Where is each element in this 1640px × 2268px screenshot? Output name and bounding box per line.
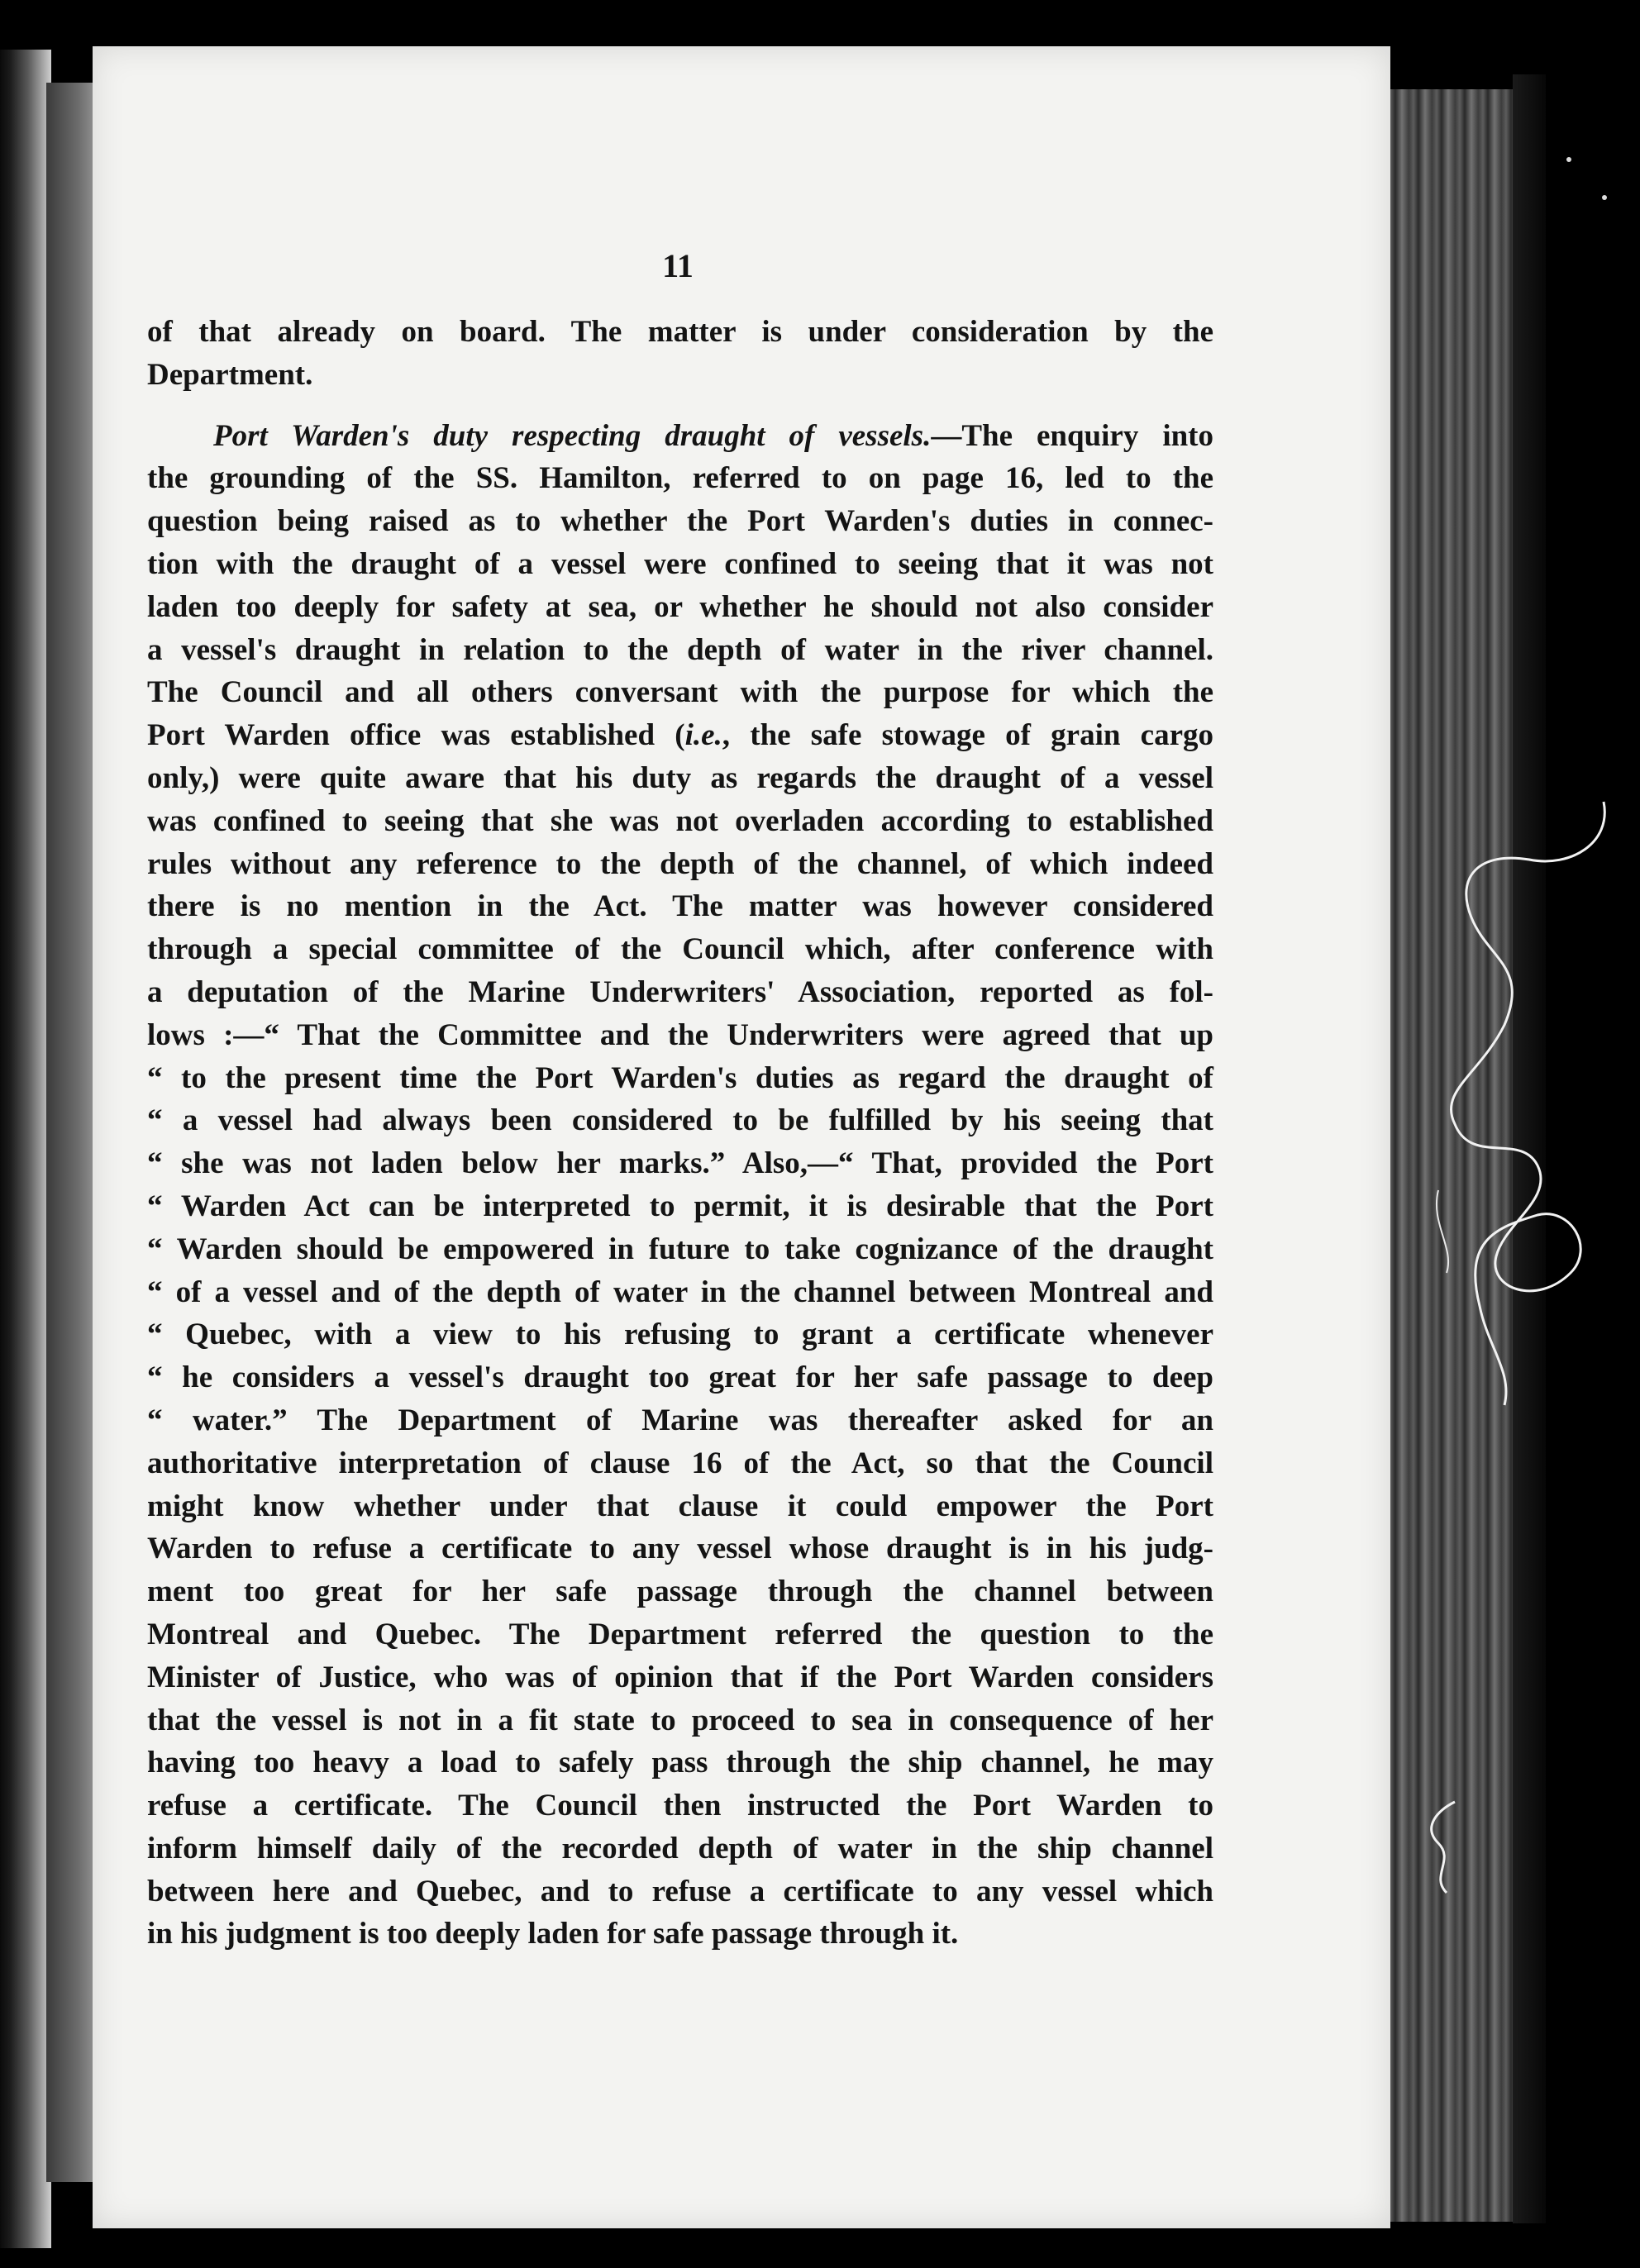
text-line: in his judgment is too deeply laden for safe passage through it. (147, 1917, 959, 1951)
text-line: “ a vessel had always been considered to be fulfilled by his seeing that (147, 1103, 1213, 1138)
text-line: “ Warden should be empowered in future to take cognizance of the draught (147, 1232, 1213, 1266)
text-line: Department. (147, 357, 313, 392)
text-line: between here and Quebec, and to refuse a certificate to any vessel which (147, 1874, 1213, 1908)
body-text (147, 240, 1213, 1956)
text-line: Montreal and Quebec. The Department referred the question to the (147, 1617, 1213, 1651)
text-line: question being raised as to whether the Port Warden's duties in connec- (147, 504, 1213, 539)
text-line: ment too great for her safe passage through the channel between (147, 1575, 1213, 1609)
text-line: having too heavy a load to safely pass through the ship channel, he may (147, 1746, 1213, 1780)
paragraph-first-line (147, 415, 1213, 458)
text-line: might know whether under that clause it could empower the Port (147, 1489, 1213, 1523)
text-line: rules without any reference to the depth of the channel, of which indeed (147, 846, 1213, 881)
text-line-with-italic (147, 714, 1213, 757)
italic-abbreviation: i.e. (684, 718, 722, 753)
text-line: “ of a vessel and of the depth of water in the channel between Montreal and (147, 1275, 1213, 1309)
text-line: “ to the present time the Port Warden's duties as regard the draught of (147, 1060, 1213, 1095)
text-fragment: —The enquiry into (931, 418, 1213, 453)
text-fragment: Port Warden office was established ( (147, 718, 685, 753)
text-line: Minister of Justice, who was of opinion that if the Port Warden considers (147, 1660, 1213, 1694)
text-line: laden too deeply for safety at sea, or whether he should not also consider (147, 589, 1213, 624)
dust-speck (1566, 157, 1571, 162)
text-line: “ she was not laden below her marks.” Also,—“ That, provided the Port (147, 1146, 1213, 1181)
section-heading: Port Warden's duty respecting draught of vessels. (213, 418, 932, 453)
dust-speck (1602, 195, 1607, 200)
text-line: that the vessel is not in a fit state to proceed to sea in consequence of her (147, 1703, 1213, 1737)
book-left-edge (0, 50, 51, 2248)
text-line: was confined to seeing that she was not overladen according to established (147, 803, 1213, 838)
text-line: of that already on board. The matter is under consideration by the (147, 315, 1213, 349)
text-line: “ Quebec, with a view to his refusing to grant a certificate whenever (147, 1317, 1213, 1352)
text-line: authoritative interpretation of clause 16 of the Act, so that the Council (147, 1446, 1213, 1480)
text-line: the grounding of the SS. Hamilton, referred to on page 16, led to the (147, 461, 1213, 496)
text-line: only,) were quite aware that his duty as regards the draught of a vessel (147, 760, 1213, 795)
page-number: 11 (662, 247, 694, 284)
text-line: The Council and all others conversant with the purpose for which the (147, 675, 1213, 710)
loose-thread (1405, 777, 1620, 2000)
text-line: “ Warden Act can be interpreted to permit, it is desirable that the Port (147, 1189, 1213, 1223)
text-fragment: , the safe stowage of grain cargo (722, 718, 1213, 753)
text-line: Warden to refuse a certificate to any vessel whose draught is in his judg- (147, 1532, 1213, 1566)
text-line: refuse a certificate. The Council then instructed the Port Warden to (147, 1789, 1213, 1823)
text-line: a vessel's draught in relation to the depth of water in the river channel. (147, 632, 1213, 667)
text-line: “ he considers a vessel's draught too great for her safe passage to deep (147, 1360, 1213, 1395)
text-line: through a special committee of the Council which, after conference with (147, 932, 1213, 967)
text-line: tion with the draught of a vessel were confined to seeing that it was not (147, 546, 1213, 581)
text-line: “ water.” The Department of Marine was thereafter asked for an (147, 1403, 1213, 1437)
text-line: lows :—“ That the Committee and the Underwriters were agreed that up (147, 1017, 1213, 1052)
text-line: inform himself daily of the recorded depth of water in the ship channel (147, 1831, 1213, 1865)
text-line: a deputation of the Marine Underwriters' Association, reported as fol- (147, 974, 1213, 1009)
text-line: there is no mention in the Act. The matter was however considered (147, 889, 1213, 924)
book-left-gutter (46, 83, 99, 2182)
